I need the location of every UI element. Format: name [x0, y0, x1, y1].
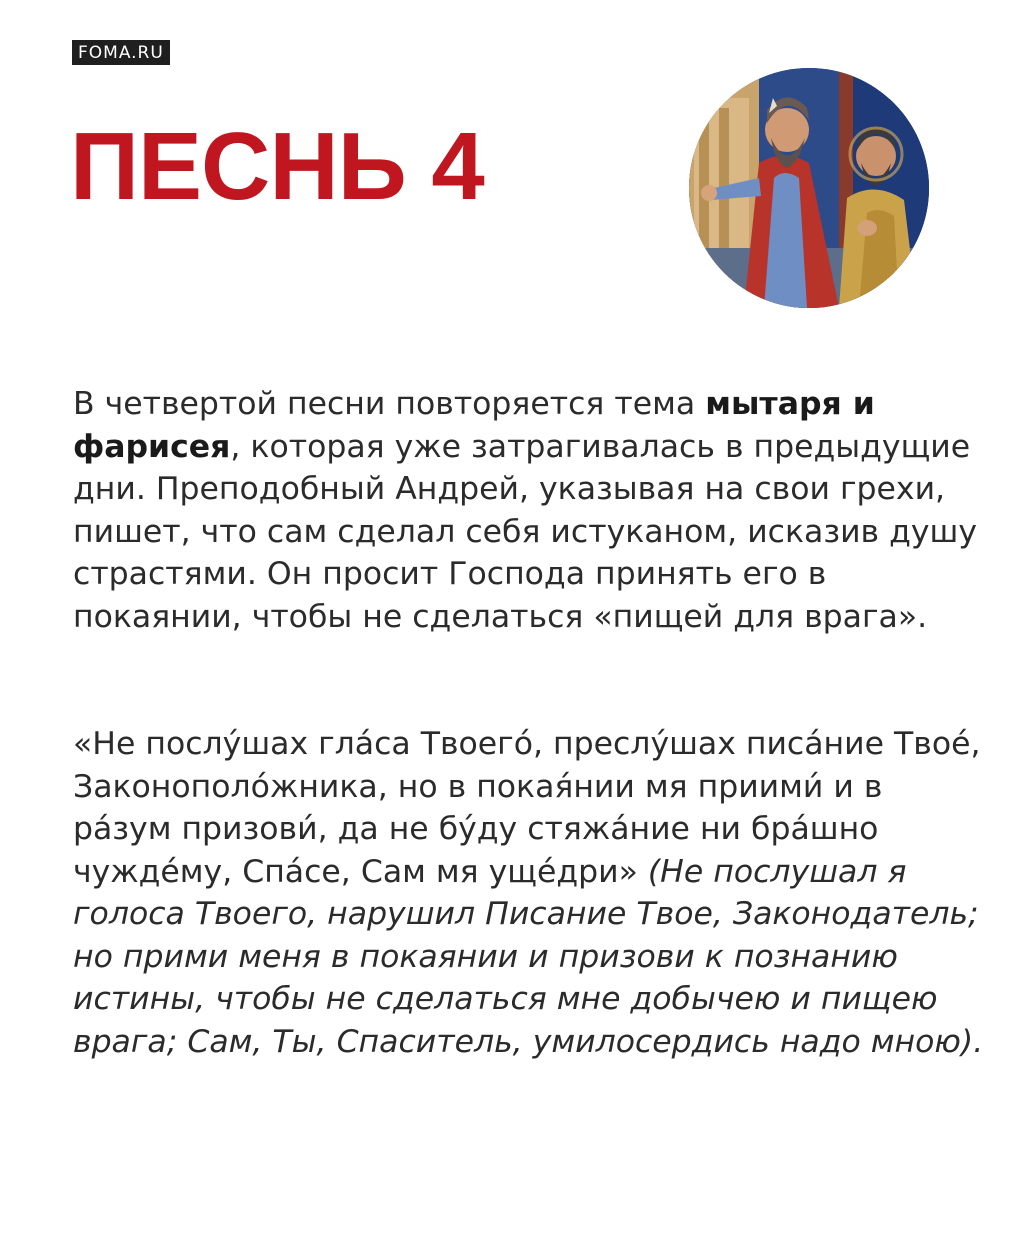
intro-rest-text: , которая уже затрагивалась в предыдущие дни. Преподобный Андрей, указывая на свои грехи, пишет, что сам сделал себя истуканом, исказив душу страстями. Он просит Господа принять его в покаянии, чтобы не сделаться «пищей для врага».	[73, 428, 978, 635]
intro-lead-text: В четвертой песни повторяется тема	[73, 386, 706, 422]
page-title: ПЕСНЬ 4	[70, 113, 484, 220]
intro-paragraph	[73, 383, 988, 638]
intro-highlight-text: мытаря и фарисея	[73, 386, 875, 465]
quote-translation-text: (Не послушал я голоса Твоего, нарушил Писание Твое, Законодатель; но прими меня в покаянии и призови к познанию истины, чтобы не сделаться мне добычею и пищею врага; Сам, Ты, Спаситель, умилосердись надо мною).	[73, 853, 984, 1060]
quote-paragraph	[73, 723, 988, 1063]
quote-slavonic-text: «Не послу́шах гла́са Твоего́, преслу́шах писа́ние Твое́, Законополо́жника, но в покая́нии мя приими́ и в ра́зум призови́, да не бу́ду стяжа́ние ни бра́шно чужде́му, Спа́се, Сам мя уще́дри»	[73, 726, 981, 890]
brand-logo[interactable]: FOMA.RU	[72, 40, 170, 65]
publican-and-pharisee-fresco-icon	[689, 68, 929, 308]
illustration	[689, 68, 929, 308]
